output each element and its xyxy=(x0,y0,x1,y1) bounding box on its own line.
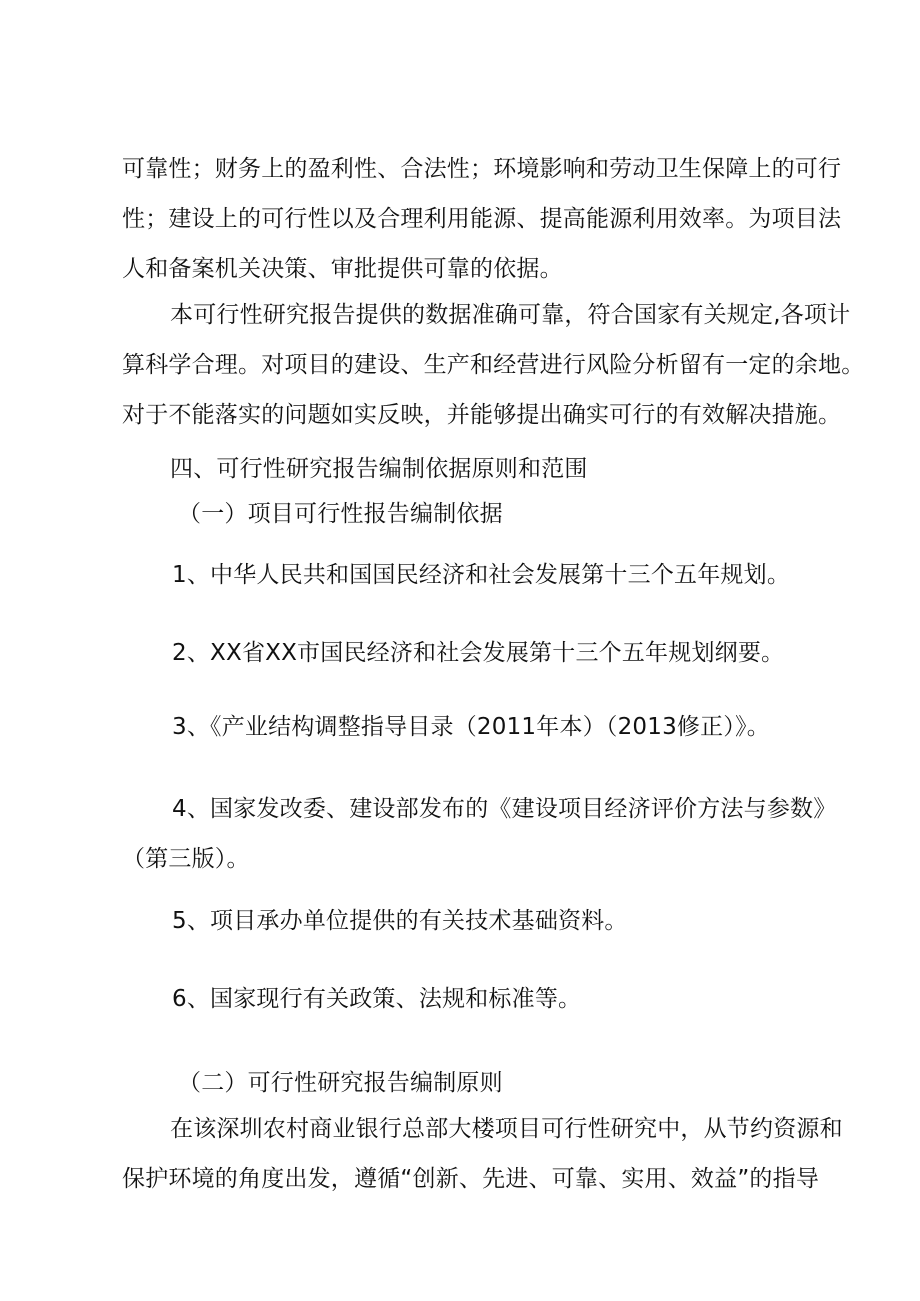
list-item-4-continued: （第三版）。 xyxy=(122,846,250,872)
list-item-6: 6、国家现行有关政策、法规和标准等。 xyxy=(172,986,582,1012)
paragraph-2-line-3: 对于不能落实的问题如实反映，并能够提出确实可行的有效解决措施。 xyxy=(122,402,842,428)
paragraph-1-line-2: 性；建设上的可行性以及合理利用能源、提高能源利用效率。为项目法 xyxy=(122,206,842,232)
list-item-5: 5、项目承办单位提供的有关技术基础资料。 xyxy=(172,908,628,934)
list-item-1: 1、中华人民共和国国民经济和社会发展第十三个五年规划。 xyxy=(172,562,791,588)
section-4-heading: 四、可行性研究报告编制依据原则和范围 xyxy=(170,456,588,482)
paragraph-1-line-3: 人和备案机关决策、审批提供可靠的依据。 xyxy=(122,256,563,282)
subsection-1-heading: （一）项目可行性报告编制依据 xyxy=(178,501,503,527)
paragraph-1-line-1: 可靠性；财务上的盈利性、合法性；环境影响和劳动卫生保障上的可行 xyxy=(122,156,842,182)
subsection-2-paragraph-line-1: 在该深圳农村商业银行总部大楼项目可行性研究中，从节约资源和 xyxy=(170,1116,843,1142)
paragraph-2-line-2: 算科学合理。对项目的建设、生产和经营进行风险分析留有一定的余地。 xyxy=(122,352,865,378)
list-item-3: 3、《产业结构调整指导目录（2011年本）（2013修正）》。 xyxy=(172,714,770,740)
subsection-2-heading: （二）可行性研究报告编制原则 xyxy=(178,1070,503,1096)
list-item-2: 2、XX省XX市国民经济和社会发展第十三个五年规划纲要。 xyxy=(172,640,785,666)
subsection-2-paragraph-line-2: 保护环境的角度出发，遵循“创新、先进、可靠、实用、效益”的指导 xyxy=(122,1166,820,1192)
paragraph-2-line-1: 本可行性研究报告提供的数据准确可靠，符合国家有关规定,各项计 xyxy=(170,302,851,328)
list-item-4: 4、国家发改委、建设部发布的《建设项目经济评价方法与参数》 xyxy=(172,796,837,822)
